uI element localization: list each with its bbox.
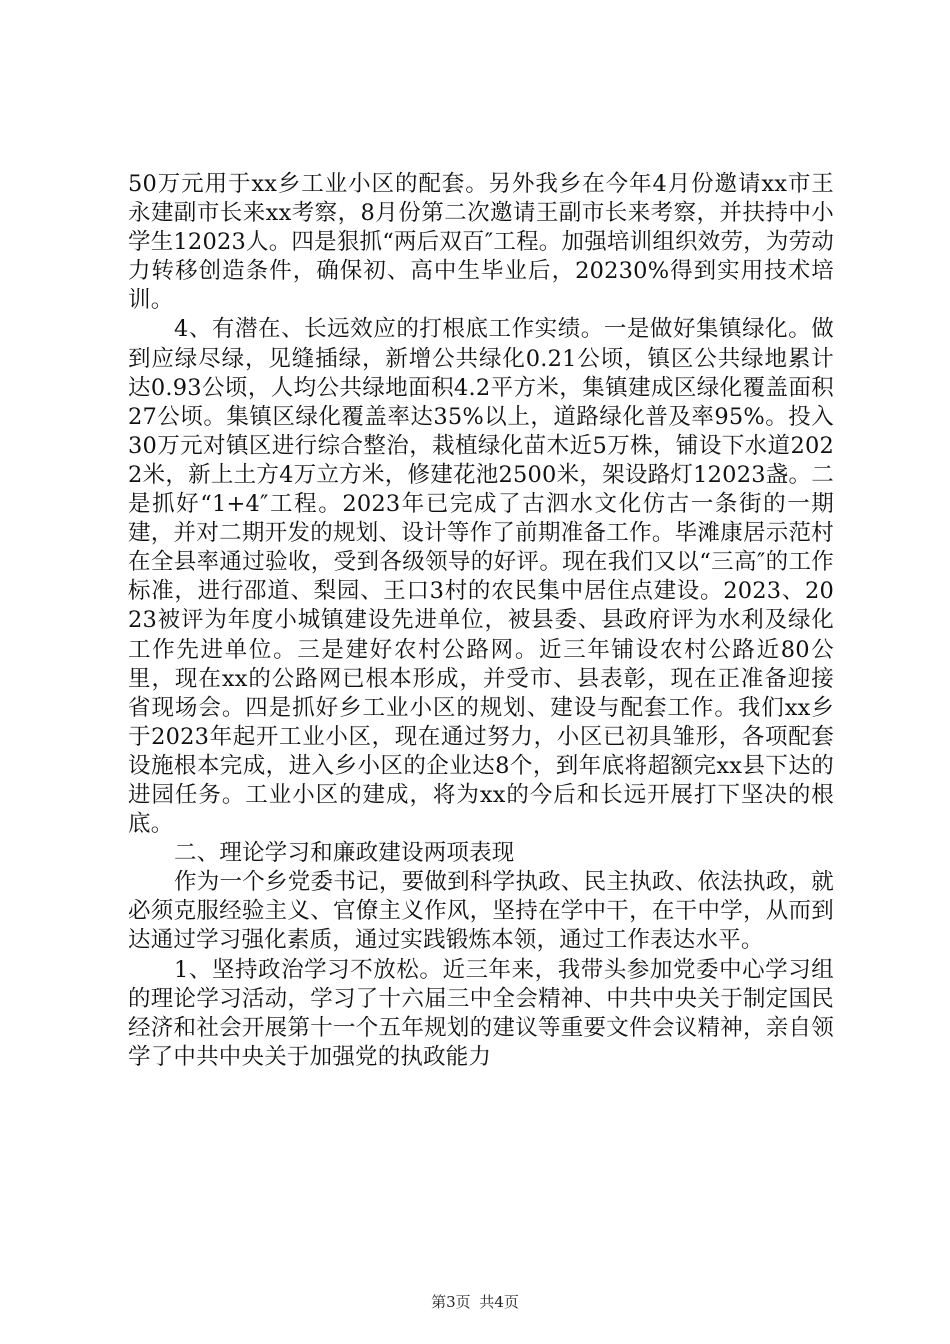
section-heading-2: 二、理论学习和廉政建设两项表现	[174, 840, 515, 867]
document-body	[128, 170, 834, 1072]
paragraph-continuation: 50万元用于xx乡工业小区的配套。另外我乡在今年4月份邀请xx市王永建副市长来xx考察，8月份第二次邀请王副市长来考察，并扶持中小学生12023人。四是狠抓“两后双百″工程。加强培训组织效劳，为劳动力转移创造条件，确保初、高中生毕业后，20230%得到实用技术培训。	[128, 171, 834, 314]
paragraph-section-4: 4、有潜在、长远效应的打根底工作实绩。一是做好集镇绿化。做到应绿尽绿，见缝插绿，新增公共绿化0.21公顷，镇区公共绿地累计达0.93公顷，人均公共绿地面积4.2平方米，集镇建成区绿化覆盖面积27公顷。集镇区绿化覆盖率达35%以上，道路绿化普及率95%。投入30万元对镇区进行综合整治，栽植绿化苗木近5万株，铺设下水道2022米，新上土方4万立方米，修建花池2500米，架设路灯12023盏。二是抓好“1+4″工程。2023年已完成了古泗水文化仿古一条街的一期建，并对二期开发的规划、设计等作了前期准备工作。毕滩康居示范村在全县率通过验收，受到各级领导的好评。现在我们又以“三高″的工作标准，进行邵道、梨园、王口3村的农民集中居住点建设。2023、2023被评为年度小城镇建设先进单位，被县委、县政府评为水利及绿化工作先进单位。三是建好农村公路网。近三年铺设农村公路近80公里，现在xx的公路网已根本形成，并受市、县表彰，现在正准备迎接省现场会。四是抓好乡工业小区的规划、建设与配套工作。我们xx乡于2023年起开工业小区，现在通过努力，小区已初具雏形，各项配套设施根本完成，进入乡小区的企业达8个，到年底将超额完xx县下达的进园任务。工业小区的建成，将为xx的今后和长远开展打下坚决的根底。	[128, 316, 834, 838]
page-footer	[0, 1291, 950, 1312]
page-total: 共4页	[479, 1293, 519, 1311]
page-number: 第3页	[431, 1293, 471, 1311]
paragraph-item-1: 1、坚持政治学习不放松。近三年来，我带头参加党委中心学习组的理论学习活动，学习了十六届三中全会精神、中共中央关于制定国民经济和社会开展第十一个五年规划的建议等重要文件会议精神，亲自领学了中共中央关于加强党的执政能力	[128, 956, 834, 1070]
paragraph-intro: 作为一个乡党委书记，要做到科学执政、民主执政、依法执政，就必须克服经验主义、官僚主义作风，坚持在学中干，在干中学，从而到达通过学习强化素质，通过实践锻炼本领，通过工作表达水平。	[128, 869, 834, 954]
